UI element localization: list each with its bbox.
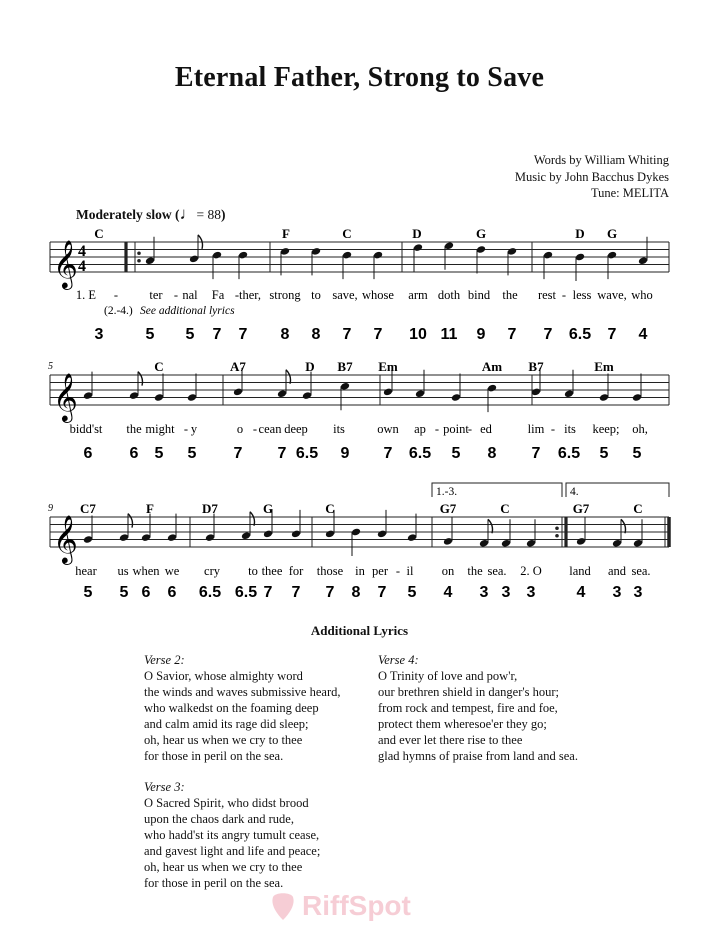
chord-symbol: C bbox=[342, 226, 352, 241]
quarter-note-icon: ♩ bbox=[179, 204, 197, 223]
lyric-syllable: deep bbox=[284, 422, 308, 436]
note-number: 7 bbox=[263, 584, 273, 601]
lyric-syllable: when bbox=[132, 564, 160, 578]
note-number: 3 bbox=[526, 584, 536, 601]
treble-clef-icon: 𝄞 bbox=[53, 372, 78, 421]
lyric-syllable: in bbox=[355, 564, 365, 578]
lyric-syllable: - bbox=[173, 288, 179, 302]
note-number: 5 bbox=[185, 326, 195, 343]
treble-clef-icon: 𝄞 bbox=[53, 239, 78, 288]
verse-line: for those in peril on the sea. bbox=[144, 749, 284, 763]
chord-symbol: C7 bbox=[80, 501, 96, 516]
lyric-syllable: ap bbox=[414, 422, 426, 436]
chord-symbol: C bbox=[500, 501, 510, 516]
lyric-syllable: its bbox=[333, 422, 345, 436]
lyric-syllable: sea. bbox=[487, 564, 507, 578]
chord-symbol: D7 bbox=[202, 501, 218, 516]
note-number: 8 bbox=[280, 326, 290, 343]
verse-line: oh, hear us when we cry to thee bbox=[144, 860, 303, 874]
lyric-syllable: to bbox=[248, 564, 258, 578]
chord-symbol: G bbox=[475, 226, 487, 241]
chord-symbol: Em bbox=[378, 359, 398, 374]
note-number: 7 bbox=[531, 445, 541, 462]
note-number: 4 bbox=[576, 584, 586, 601]
verse-3 bbox=[144, 779, 320, 891]
eighth-flag bbox=[621, 519, 626, 533]
lyric-syllable: keep; bbox=[592, 422, 620, 436]
tempo-marking: Moderately slow (♩= 88) bbox=[76, 204, 226, 223]
note-number: 7 bbox=[373, 326, 383, 343]
lyric-syllable: 1. E bbox=[75, 288, 97, 302]
note-number: 7 bbox=[507, 326, 517, 343]
note-number: 7 bbox=[277, 445, 287, 462]
chord-symbol: C bbox=[154, 359, 164, 374]
lyric-syllable: wave, bbox=[597, 288, 627, 302]
note-number: 5 bbox=[632, 445, 642, 462]
note-number: 5 bbox=[599, 445, 609, 462]
note-number: 5 bbox=[119, 584, 129, 601]
verse-line: O Savior, whose almighty word bbox=[144, 669, 303, 683]
chord-symbol: Am bbox=[481, 359, 503, 374]
verse-line: and calm amid its rage did sleep; bbox=[144, 717, 309, 731]
treble-clef-icon: 𝄞 bbox=[53, 514, 78, 563]
lyric-syllable: own bbox=[377, 422, 399, 436]
chord-symbol: G bbox=[606, 226, 618, 241]
chord-symbol: C bbox=[325, 501, 335, 516]
note-number: 4 bbox=[443, 584, 453, 601]
lyric-syllable: we bbox=[164, 564, 180, 578]
chord-symbol: C bbox=[633, 501, 643, 516]
lyric-syllable: the bbox=[126, 422, 142, 436]
riffspot-logo bbox=[270, 890, 411, 922]
tempo-label: Moderately slow bbox=[76, 207, 172, 222]
note-number: 7 bbox=[212, 326, 222, 343]
lyric-syllable: land bbox=[569, 564, 591, 578]
verse-2 bbox=[144, 652, 341, 764]
page-title: Eternal Father, Strong to Save bbox=[174, 62, 545, 93]
lyric-syllable: lim bbox=[527, 422, 545, 436]
eighth-flag bbox=[138, 372, 143, 386]
additional-lyrics-heading: Additional Lyrics bbox=[310, 623, 409, 638]
note-number: 5 bbox=[407, 584, 417, 601]
note-number: 5 bbox=[451, 445, 461, 462]
verse-label: Verse 4: bbox=[378, 653, 419, 667]
lyric-syllable: sea. bbox=[631, 564, 651, 578]
lyrics-note-verses: (2.-4.) bbox=[104, 305, 133, 317]
note-number: 11 bbox=[440, 326, 458, 343]
lyric-syllable: hear bbox=[75, 564, 97, 578]
lyric-syllable: - bbox=[252, 422, 258, 436]
lyric-syllable: point bbox=[443, 422, 469, 436]
lyric-syllable: strong bbox=[269, 288, 301, 302]
note-number: 6 bbox=[83, 445, 93, 462]
lyric-syllable: us bbox=[117, 564, 129, 578]
note-number: 5 bbox=[145, 326, 155, 343]
eighth-flag bbox=[128, 514, 133, 528]
repeat-dot bbox=[555, 526, 559, 530]
chord-symbol: G7 bbox=[572, 501, 590, 516]
note-number: 6.5 bbox=[568, 326, 592, 343]
chord-symbol: G7 bbox=[439, 501, 457, 516]
chord-symbol: Em bbox=[594, 359, 614, 374]
chord-symbol: F bbox=[282, 226, 290, 241]
lyric-syllable: - bbox=[434, 422, 440, 436]
lyric-syllable: y bbox=[190, 422, 198, 436]
note-number: 8 bbox=[311, 326, 321, 343]
repeat-dot bbox=[555, 534, 559, 538]
time-signature-bottom: 4 bbox=[78, 258, 86, 275]
chord-symbol: D bbox=[575, 226, 585, 241]
note-number: 6 bbox=[167, 584, 177, 601]
chord-symbol: D bbox=[305, 359, 315, 374]
chord-symbol: D bbox=[412, 226, 422, 241]
measure-number: 9 bbox=[48, 503, 53, 514]
note-number: 3 bbox=[612, 584, 622, 601]
note-number: 8 bbox=[487, 445, 497, 462]
note-number: 9 bbox=[340, 445, 350, 462]
lyric-syllable: - bbox=[550, 422, 556, 436]
note-number: 7 bbox=[342, 326, 352, 343]
lyric-syllable: those bbox=[316, 564, 344, 578]
verse-line: who walkedst on the foaming deep bbox=[144, 701, 319, 715]
lyric-syllable: the bbox=[467, 564, 483, 578]
lyric-syllable: arm bbox=[408, 288, 428, 302]
note-number: 6.5 bbox=[234, 584, 258, 601]
note-number: 7 bbox=[377, 584, 387, 601]
note-number: 7 bbox=[291, 584, 301, 601]
note-number: 5 bbox=[187, 445, 197, 462]
lyric-syllable: bind bbox=[467, 288, 491, 302]
lyric-syllable: il bbox=[406, 564, 414, 578]
chord-symbol: F bbox=[146, 501, 154, 516]
chord-symbol: C bbox=[94, 226, 104, 241]
lyric-syllable: cean bbox=[258, 422, 282, 436]
note-number: 7 bbox=[543, 326, 553, 343]
ending-label: 1.-3. bbox=[436, 486, 458, 498]
verse-line: for those in peril on the sea. bbox=[144, 876, 284, 890]
lyric-syllable: its bbox=[564, 422, 576, 436]
lyric-syllable: for bbox=[288, 564, 304, 578]
note-number: 8 bbox=[351, 584, 361, 601]
lyric-syllable: save, bbox=[332, 288, 358, 302]
logo-text: RiffSpot bbox=[302, 890, 411, 921]
lyric-syllable: 2. O bbox=[520, 564, 542, 578]
ending-bracket-2 bbox=[566, 483, 669, 497]
lyric-syllable: Fa bbox=[211, 288, 225, 302]
lyric-syllable: the bbox=[502, 288, 518, 302]
note-number: 10 bbox=[409, 326, 427, 343]
lyric-syllable: on bbox=[441, 564, 455, 578]
note-number: 3 bbox=[633, 584, 643, 601]
verse-line: O Trinity of love and pow'r, bbox=[378, 669, 518, 683]
eighth-flag bbox=[286, 370, 291, 384]
lyric-syllable: nal bbox=[182, 288, 198, 302]
lyric-syllable: - bbox=[467, 422, 473, 436]
lyric-syllable: cry bbox=[204, 564, 220, 578]
verse-line: glad hymns of praise from land and sea. bbox=[378, 749, 578, 763]
note-number: 6.5 bbox=[295, 445, 319, 462]
verse-label: Verse 2: bbox=[144, 653, 185, 667]
note-number: 5 bbox=[83, 584, 93, 601]
note-number: 6.5 bbox=[198, 584, 222, 601]
note-number: 6.5 bbox=[408, 445, 432, 462]
lyric-syllable: who bbox=[631, 288, 653, 302]
note-number: 4 bbox=[638, 326, 648, 343]
lyric-syllable: ter bbox=[149, 288, 163, 302]
time-signature-top: 4 bbox=[78, 243, 86, 260]
note-number: 3 bbox=[94, 326, 104, 343]
lyric-syllable: whose bbox=[362, 288, 394, 302]
verse-line: and ever let there rise to thee bbox=[378, 733, 523, 747]
repeat-dot bbox=[137, 251, 141, 255]
verse-label: Verse 3: bbox=[144, 780, 185, 794]
chord-symbol: G bbox=[262, 501, 274, 516]
lyric-syllable: bidd'st bbox=[69, 422, 103, 436]
note-number: 7 bbox=[607, 326, 617, 343]
lyric-syllable: and bbox=[607, 564, 627, 578]
note-number: 9 bbox=[476, 326, 486, 343]
note-number: 3 bbox=[501, 584, 511, 601]
note-number: 7 bbox=[233, 445, 243, 462]
verse-line: oh, hear us when we cry to thee bbox=[144, 733, 303, 747]
lyric-syllable: - bbox=[561, 288, 567, 302]
lyric-syllable: - bbox=[234, 288, 240, 302]
lyric-syllable: thee bbox=[261, 564, 283, 578]
credit-tune: Tune: MELITA bbox=[590, 186, 669, 200]
lyric-syllable: o bbox=[236, 422, 244, 436]
guitar-pick-icon bbox=[270, 891, 296, 921]
lyric-syllable: oh, bbox=[632, 422, 648, 436]
lyric-syllable: to bbox=[311, 288, 321, 302]
verse-line: from rock and tempest, fire and foe, bbox=[378, 701, 558, 715]
lyric-syllable: - bbox=[183, 422, 189, 436]
note-number: 6.5 bbox=[557, 445, 581, 462]
note-number: 7 bbox=[383, 445, 393, 462]
verse-line: the winds and waves submissive heard, bbox=[144, 685, 341, 699]
lyric-syllable: - bbox=[113, 288, 119, 302]
verse-4 bbox=[378, 652, 578, 764]
verse-line: O Sacred Spirit, who didst brood bbox=[144, 796, 309, 810]
lyric-syllable: ed bbox=[480, 422, 492, 436]
lyric-syllable: per bbox=[372, 564, 388, 578]
repeat-dot bbox=[137, 259, 141, 263]
ending-label: 4. bbox=[570, 486, 579, 498]
chord-symbol: A7 bbox=[230, 359, 246, 374]
chord-symbol: B7 bbox=[528, 359, 544, 374]
lyric-syllable: less bbox=[572, 288, 592, 302]
lyric-syllable: rest bbox=[537, 288, 557, 302]
lyric-syllable: might bbox=[145, 422, 175, 436]
verse-line: protect them wheresoe'er they go; bbox=[378, 717, 547, 731]
verse-line: and gavest light and life and peace; bbox=[144, 844, 321, 858]
note-number: 3 bbox=[479, 584, 489, 601]
lyric-syllable: ther, bbox=[238, 288, 262, 302]
lyric-syllable: doth bbox=[437, 288, 461, 302]
eighth-flag bbox=[488, 519, 493, 533]
measure-number: 5 bbox=[48, 361, 53, 372]
lyrics-note-text: See additional lyrics bbox=[140, 305, 235, 317]
eighth-flag bbox=[250, 512, 255, 526]
chord-symbol: B7 bbox=[337, 359, 353, 374]
note-number: 7 bbox=[238, 326, 248, 343]
credit-words: Words by William Whiting bbox=[533, 153, 669, 167]
lyric-syllable: - bbox=[395, 564, 401, 578]
credit-music: Music by John Bacchus Dykes bbox=[514, 170, 669, 184]
note-number: 7 bbox=[325, 584, 335, 601]
tempo-bpm: = 88 bbox=[196, 207, 221, 222]
verse-line: who hadd'st its angry tumult cease, bbox=[144, 828, 320, 842]
note-number: 6 bbox=[141, 584, 151, 601]
verse-line: our brethren shield in danger's hour; bbox=[378, 685, 560, 699]
note-number: 5 bbox=[154, 445, 164, 462]
note-number: 6 bbox=[129, 445, 139, 462]
verse-line: upon the chaos dark and rude, bbox=[144, 812, 294, 826]
